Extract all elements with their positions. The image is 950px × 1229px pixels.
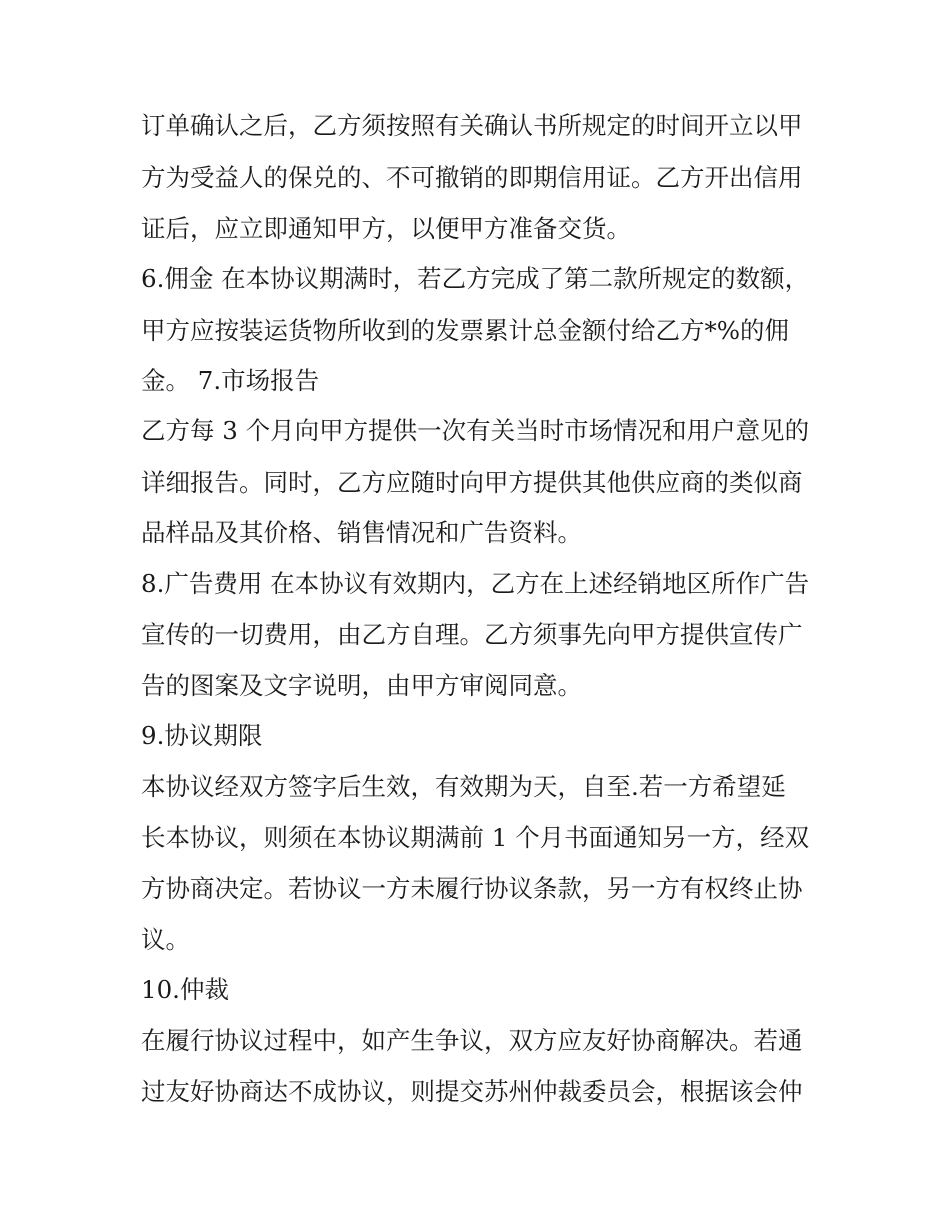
text-line: 详细报告。同时，乙方应随时向甲方提供其他供应商的类似商	[141, 468, 803, 497]
text-line: 宣传的一切费用，由乙方自理。乙方须事先向甲方提供宣传广	[141, 620, 803, 649]
text-line: 在履行协议过程中，如产生争议，双方应友好协商解决。若通	[141, 1026, 803, 1055]
text-line: 甲方应按装运货物所收到的发票累计总金额付给乙方*%的佣	[141, 316, 790, 345]
text-line: 方为受益人的保兑的、不可撤销的即期信用证。乙方开出信用	[141, 163, 803, 192]
text-line: 长本协议，则须在本协议期满前 1 个月书面通知另一方，经双	[141, 823, 810, 852]
text-line: 告的图案及文字说明，由甲方审阅同意。	[141, 671, 582, 700]
text-line: 方协商决定。若协议一方未履行协议条款，另一方有权终止协	[141, 874, 803, 903]
text-line: 6.佣金 在本协议期满时，若乙方完成了第二款所规定的数额，	[141, 264, 810, 293]
text-line: 8.广告费用 在本协议有效期内，乙方在上述经销地区所作广告	[141, 569, 810, 598]
text-line: 本协议经双方签字后生效，有效期为天，自至.若一方希望延	[141, 772, 786, 801]
text-line: 9.协议期限	[141, 721, 263, 750]
text-line: 订单确认之后，乙方须按照有关确认书所规定的时间开立以甲	[141, 111, 803, 140]
text-line: 乙方每 3 个月向甲方提供一次有关当时市场情况和用户意见的	[141, 416, 810, 445]
text-line: 证后，应立即通知甲方，以便甲方准备交货。	[141, 214, 631, 243]
text-line: 10.仲裁	[141, 975, 229, 1004]
text-line: 过友好协商达不成协议，则提交苏州仲裁委员会，根据该会仲	[141, 1077, 803, 1106]
text-line: 议。	[141, 925, 190, 954]
text-line: 品样品及其价格、销售情况和广告资料。	[141, 518, 582, 547]
text-line: 金。 7.市场报告	[141, 366, 320, 395]
